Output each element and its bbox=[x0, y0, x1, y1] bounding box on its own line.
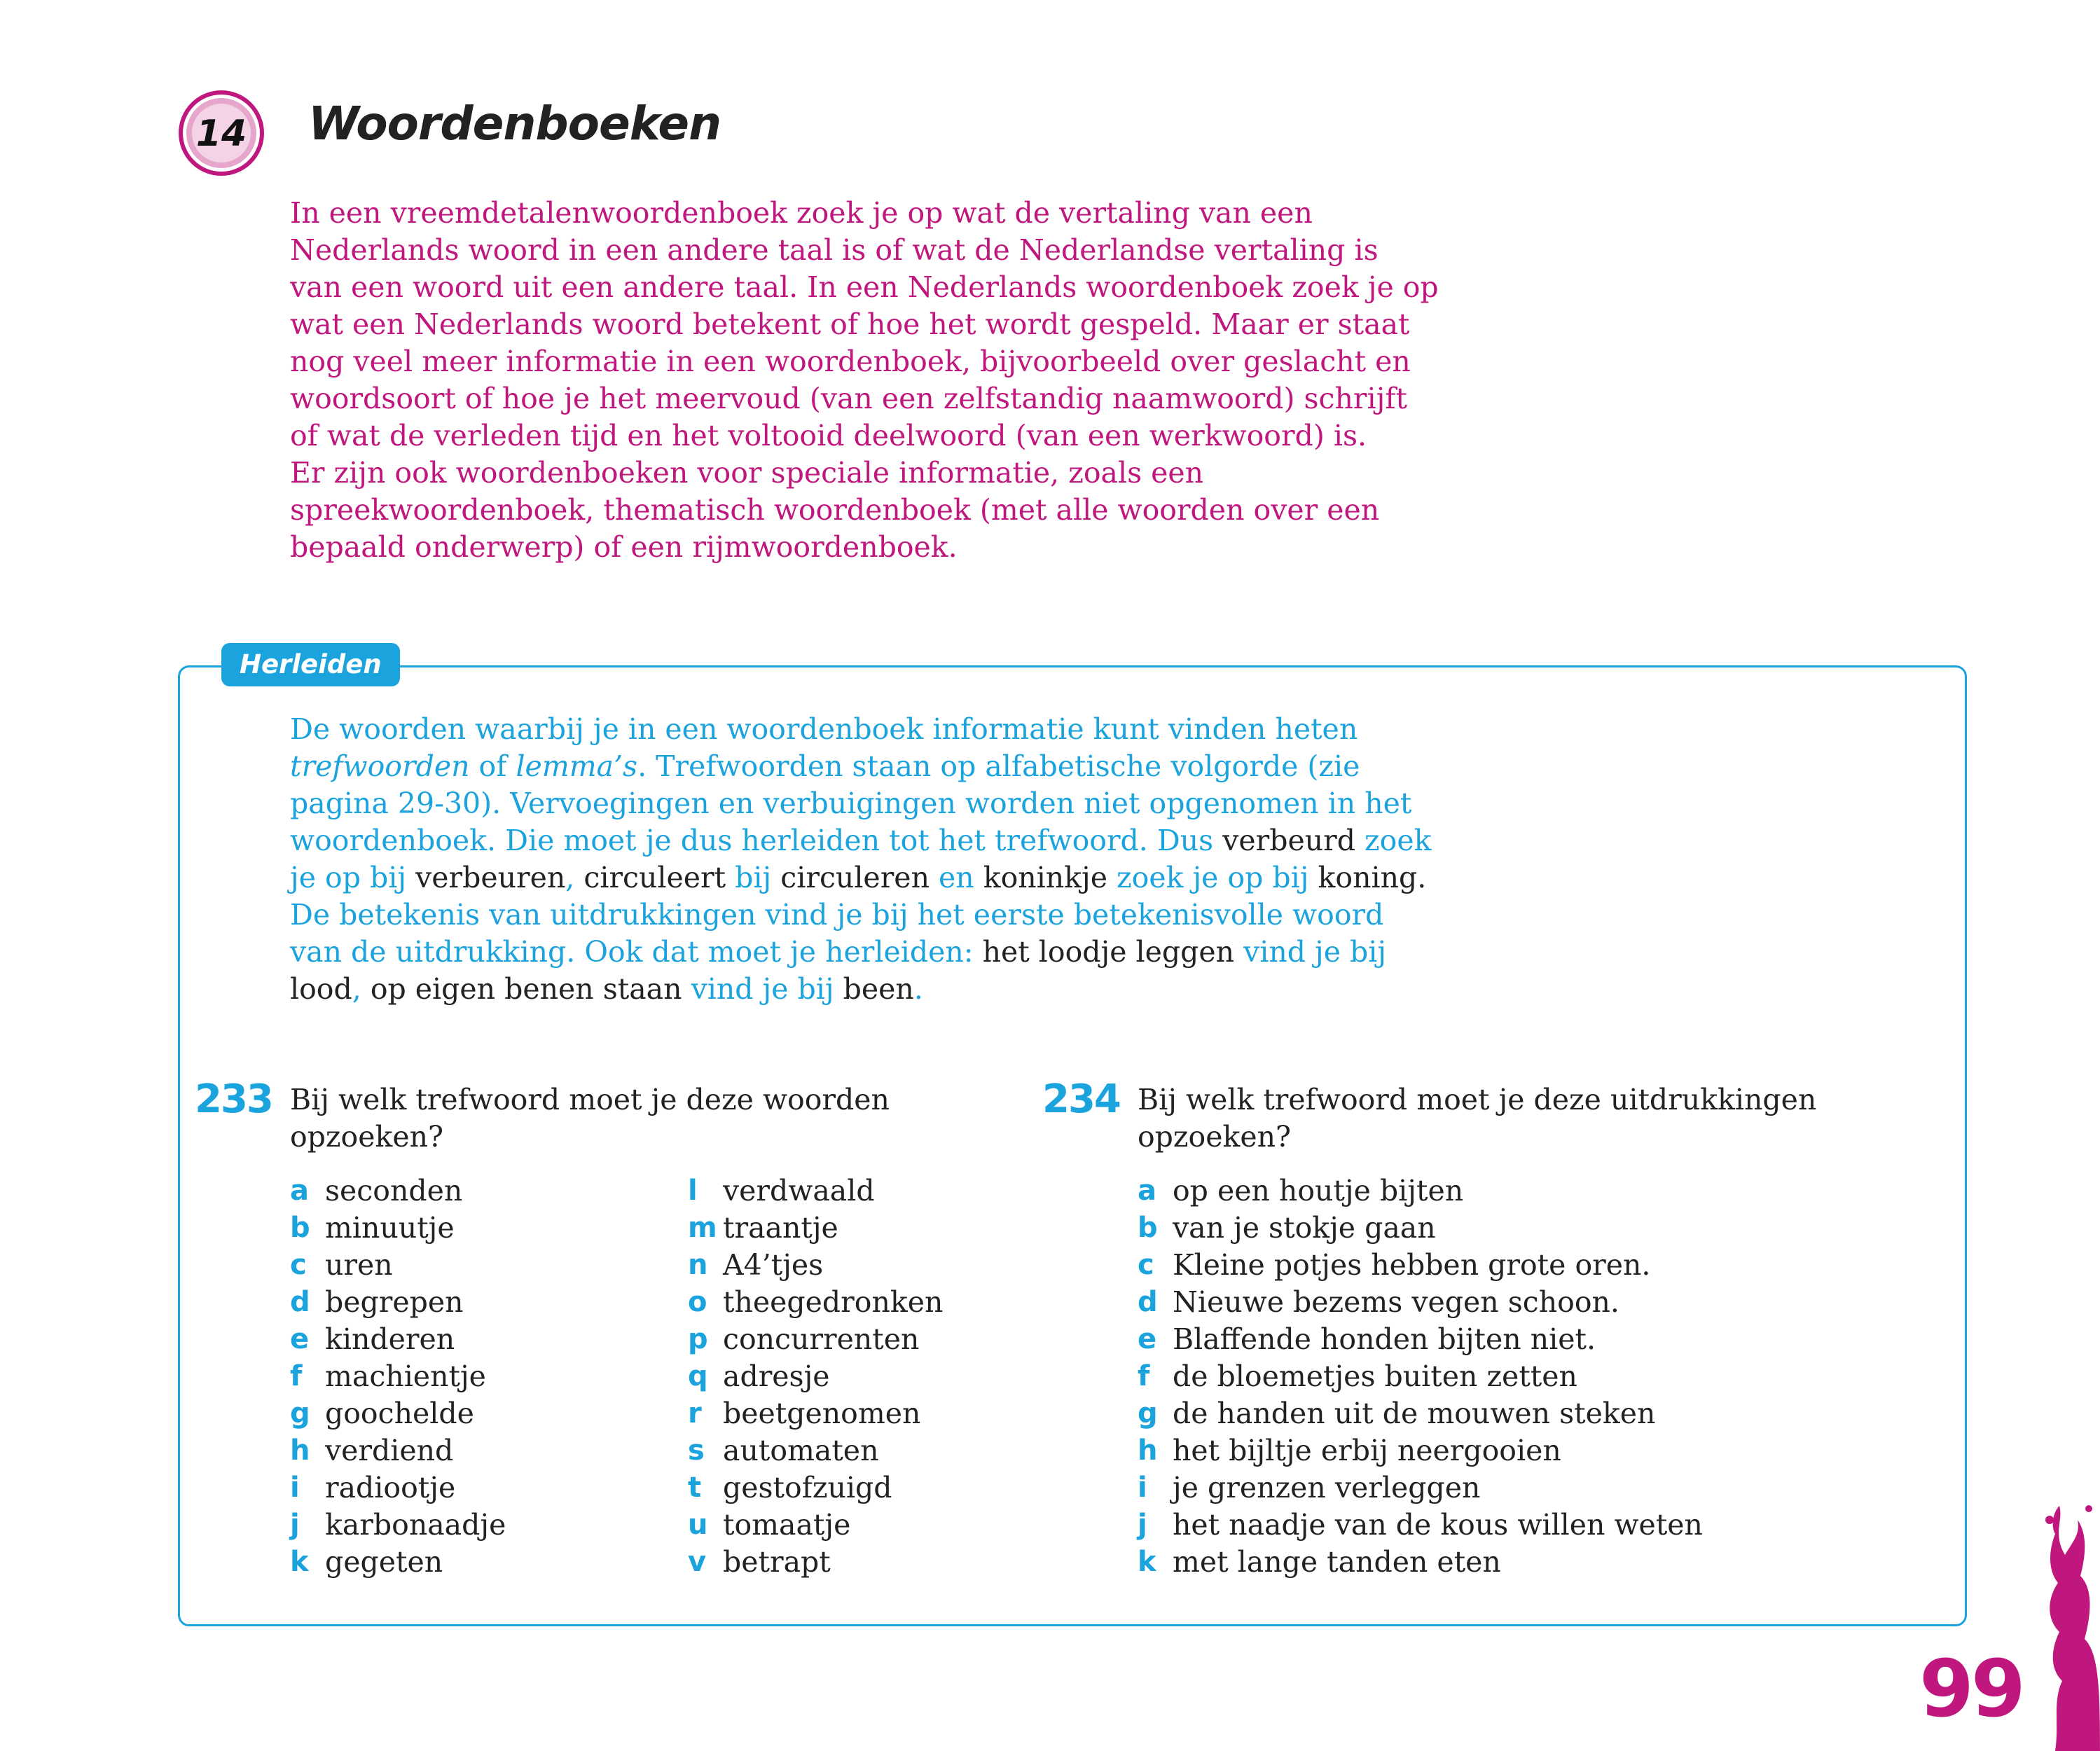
list-item bbox=[1138, 1358, 1703, 1395]
list-item bbox=[1138, 1284, 1703, 1321]
herleiden-tab: Herleiden bbox=[221, 643, 400, 686]
example-word: been bbox=[843, 972, 914, 1006]
list-item bbox=[290, 1284, 506, 1321]
intro-paragraph-1: In een vreemdetalenwoordenboek zoek je op wat de vertaling van een Nederlands woord in een andere taal is of wat de Nederlandse vertaling is van een woord uit een andere taal. In een Nederlands woordenboek zoek je op wat een Nederlands woord betekent of hoe het wordt gespeld. Maar er staat nog veel meer informatie in een woordenboek, bijvoorbeeld over geslacht en woordsoort of hoe je het meervoud (van een zelfstandig naamwoord) schrijft of wat de verleden tijd en het voltooid deelwoord (van een werkwoord) is. bbox=[290, 196, 1439, 452]
item-text: de bloemetjes buiten zetten bbox=[1173, 1359, 1577, 1393]
item-letter: n bbox=[688, 1249, 708, 1281]
item-text: radiootje bbox=[325, 1471, 456, 1504]
item-text: verdiend bbox=[325, 1434, 454, 1467]
list-item bbox=[290, 1544, 506, 1581]
item-letter: f bbox=[1138, 1360, 1150, 1392]
list-item bbox=[688, 1358, 943, 1395]
item-letter: j bbox=[1138, 1509, 1147, 1541]
text-run: of bbox=[469, 749, 516, 783]
example-word: koning. bbox=[1318, 861, 1427, 894]
item-letter: p bbox=[688, 1323, 708, 1355]
exercise-233-number: 233 bbox=[195, 1077, 272, 1122]
list-item bbox=[1138, 1469, 1703, 1507]
item-text: de handen uit de mouwen steken bbox=[1173, 1397, 1656, 1430]
item-letter: k bbox=[290, 1546, 309, 1578]
list-item bbox=[1138, 1172, 1703, 1210]
text-run: vind je bij bbox=[682, 972, 843, 1006]
prompt-line: opzoeken? bbox=[290, 1120, 443, 1154]
item-text: Kleine potjes hebben grote oren. bbox=[1173, 1248, 1651, 1282]
exercise-233-list-left bbox=[290, 1172, 506, 1581]
item-letter: m bbox=[688, 1212, 717, 1244]
item-letter: v bbox=[688, 1546, 707, 1578]
example-word: lood bbox=[290, 972, 352, 1006]
list-item bbox=[688, 1210, 943, 1247]
item-letter: u bbox=[688, 1509, 708, 1541]
item-letter: s bbox=[688, 1434, 705, 1467]
intro-paragraph-2: Er zijn ook woordenboeken voor speciale informatie, zoals een spreekwoordenboek, thematisch woordenboek (met alle woorden over een bepaald onderwerp) of een rijmwoordenboek. bbox=[290, 456, 1380, 564]
text-run: en bbox=[929, 861, 983, 894]
item-text: theegedronken bbox=[723, 1285, 944, 1319]
prompt-line: opzoeken? bbox=[1138, 1120, 1291, 1154]
paint-splash-decoration bbox=[2031, 1492, 2100, 1751]
item-letter: k bbox=[1138, 1546, 1156, 1578]
list-item bbox=[1138, 1247, 1703, 1284]
item-text: gegeten bbox=[325, 1545, 443, 1579]
exercise-234-number: 234 bbox=[1042, 1077, 1120, 1122]
item-text: verdwaald bbox=[723, 1174, 875, 1207]
list-item bbox=[688, 1172, 943, 1210]
item-letter: r bbox=[688, 1397, 702, 1430]
text-run: zoek je op bij bbox=[290, 824, 1432, 894]
item-letter: a bbox=[290, 1175, 309, 1207]
page-number: 99 bbox=[1919, 1644, 2023, 1735]
item-text: Nieuwe bezems vegen schoon. bbox=[1173, 1285, 1619, 1319]
list-item bbox=[1138, 1210, 1703, 1247]
prompt-line: Bij welk trefwoord moet je deze uitdrukkingen bbox=[1138, 1083, 1817, 1116]
item-text: het bijltje erbij neergooien bbox=[1173, 1434, 1561, 1467]
example-expression: het loodje leggen bbox=[982, 935, 1235, 969]
example-word: verbeurd bbox=[1222, 824, 1356, 857]
exercise-233-list-right bbox=[688, 1172, 943, 1581]
herleiden-explanation bbox=[290, 711, 1439, 1008]
list-item bbox=[1138, 1395, 1703, 1432]
list-item bbox=[688, 1321, 943, 1358]
item-text: tomaatje bbox=[723, 1508, 851, 1542]
item-text: adresje bbox=[723, 1359, 830, 1393]
item-text: betrapt bbox=[723, 1545, 831, 1579]
text-run: De betekenis van uitdrukkingen vind je bij het eerste betekenisvolle woord van de uitdrukking. Ook dat moet je herleiden: bbox=[290, 898, 1384, 969]
text-run: . bbox=[913, 972, 923, 1006]
list-item bbox=[290, 1358, 506, 1395]
chapter-number: 14 bbox=[195, 113, 247, 155]
list-item bbox=[290, 1507, 506, 1544]
list-item bbox=[290, 1321, 506, 1358]
item-letter: g bbox=[1138, 1397, 1158, 1430]
chapter-title: Woordenboeken bbox=[308, 97, 721, 151]
item-letter: q bbox=[688, 1360, 708, 1392]
item-text: traantje bbox=[723, 1211, 838, 1245]
item-text: begrepen bbox=[325, 1285, 464, 1319]
list-item bbox=[1138, 1321, 1703, 1358]
item-text: van je stokje gaan bbox=[1173, 1211, 1436, 1245]
example-word: verbeuren bbox=[415, 861, 566, 894]
item-letter: c bbox=[290, 1249, 307, 1281]
text-run: vind je bij bbox=[1234, 935, 1387, 969]
list-item bbox=[1138, 1544, 1703, 1581]
text-run: , bbox=[352, 972, 371, 1006]
item-letter: d bbox=[290, 1286, 310, 1318]
item-text: het naadje van de kous willen weten bbox=[1173, 1508, 1703, 1542]
exercise-233-prompt bbox=[290, 1081, 990, 1156]
example-expression: op eigen benen staan bbox=[370, 972, 682, 1006]
item-letter: j bbox=[290, 1509, 300, 1541]
list-item bbox=[688, 1469, 943, 1507]
item-text: kinderen bbox=[325, 1322, 455, 1356]
list-item bbox=[1138, 1432, 1703, 1469]
item-letter: h bbox=[1138, 1434, 1158, 1467]
item-letter: a bbox=[1138, 1175, 1156, 1207]
item-text: op een houtje bijten bbox=[1173, 1174, 1464, 1207]
list-item bbox=[688, 1507, 943, 1544]
item-text: Blaffende honden bijten niet. bbox=[1173, 1322, 1596, 1356]
term-lemmas: lemma’s bbox=[516, 749, 638, 783]
text-run: zoek je op bij bbox=[1107, 861, 1318, 894]
herleiden-paragraph-1 bbox=[290, 711, 1439, 897]
item-letter: l bbox=[688, 1175, 698, 1207]
text-run: bij bbox=[726, 861, 781, 894]
item-letter: i bbox=[290, 1472, 300, 1504]
item-letter: c bbox=[1138, 1249, 1154, 1281]
item-letter: o bbox=[688, 1286, 707, 1318]
item-letter: i bbox=[1138, 1472, 1147, 1504]
list-item bbox=[290, 1395, 506, 1432]
item-text: met lange tanden eten bbox=[1173, 1545, 1501, 1579]
example-word: circuleren bbox=[780, 861, 930, 894]
list-item bbox=[290, 1172, 506, 1210]
list-item bbox=[688, 1284, 943, 1321]
item-letter: e bbox=[1138, 1323, 1157, 1355]
item-text: beetgenomen bbox=[723, 1397, 921, 1430]
list-item bbox=[290, 1432, 506, 1469]
exercise-234-prompt bbox=[1138, 1081, 1908, 1156]
item-letter: h bbox=[290, 1434, 310, 1467]
item-text: concurrenten bbox=[723, 1322, 920, 1356]
item-text: gestofzuigd bbox=[723, 1471, 892, 1504]
exercise-234-list bbox=[1138, 1172, 1703, 1581]
item-text: je grenzen verleggen bbox=[1173, 1471, 1481, 1504]
text-run: , bbox=[565, 861, 584, 894]
list-item bbox=[688, 1395, 943, 1432]
item-letter: d bbox=[1138, 1286, 1158, 1318]
term-trefwoorden: trefwoorden bbox=[290, 749, 470, 783]
list-item bbox=[290, 1210, 506, 1247]
intro-text bbox=[290, 195, 1439, 566]
item-letter: f bbox=[290, 1360, 303, 1392]
item-text: A4’tjes bbox=[723, 1248, 824, 1282]
item-letter: b bbox=[1138, 1212, 1158, 1244]
list-item bbox=[688, 1544, 943, 1581]
list-item bbox=[1138, 1507, 1703, 1544]
list-item bbox=[290, 1247, 506, 1284]
item-letter: e bbox=[290, 1323, 310, 1355]
list-item bbox=[688, 1432, 943, 1469]
item-text: machientje bbox=[325, 1359, 486, 1393]
example-word: koninkje bbox=[983, 861, 1107, 894]
example-word: circuleert bbox=[583, 861, 726, 894]
item-text: automaten bbox=[723, 1434, 879, 1467]
item-text: karbonaadje bbox=[325, 1508, 506, 1542]
text-run: . Trefwoorden staan op alfabetische volgorde (zie pagina 29-30). Vervoegingen en verbuigingen worden niet opgenomen in het woordenboek. Die moet je dus herleiden tot het trefwoord. Dus bbox=[290, 749, 1412, 857]
prompt-line: Bij welk trefwoord moet je deze woorden bbox=[290, 1083, 890, 1116]
item-letter: t bbox=[688, 1472, 702, 1504]
chapter-number-badge bbox=[178, 90, 265, 177]
herleiden-paragraph-2 bbox=[290, 897, 1439, 1008]
list-item bbox=[688, 1247, 943, 1284]
list-item bbox=[290, 1469, 506, 1507]
item-text: seconden bbox=[325, 1174, 463, 1207]
item-text: minuutje bbox=[325, 1211, 455, 1245]
item-letter: g bbox=[290, 1397, 310, 1430]
item-letter: b bbox=[290, 1212, 310, 1244]
text-run: De woorden waarbij je in een woordenboek informatie kunt vinden heten bbox=[290, 712, 1358, 746]
item-text: goochelde bbox=[325, 1397, 474, 1430]
item-text: uren bbox=[325, 1248, 393, 1282]
